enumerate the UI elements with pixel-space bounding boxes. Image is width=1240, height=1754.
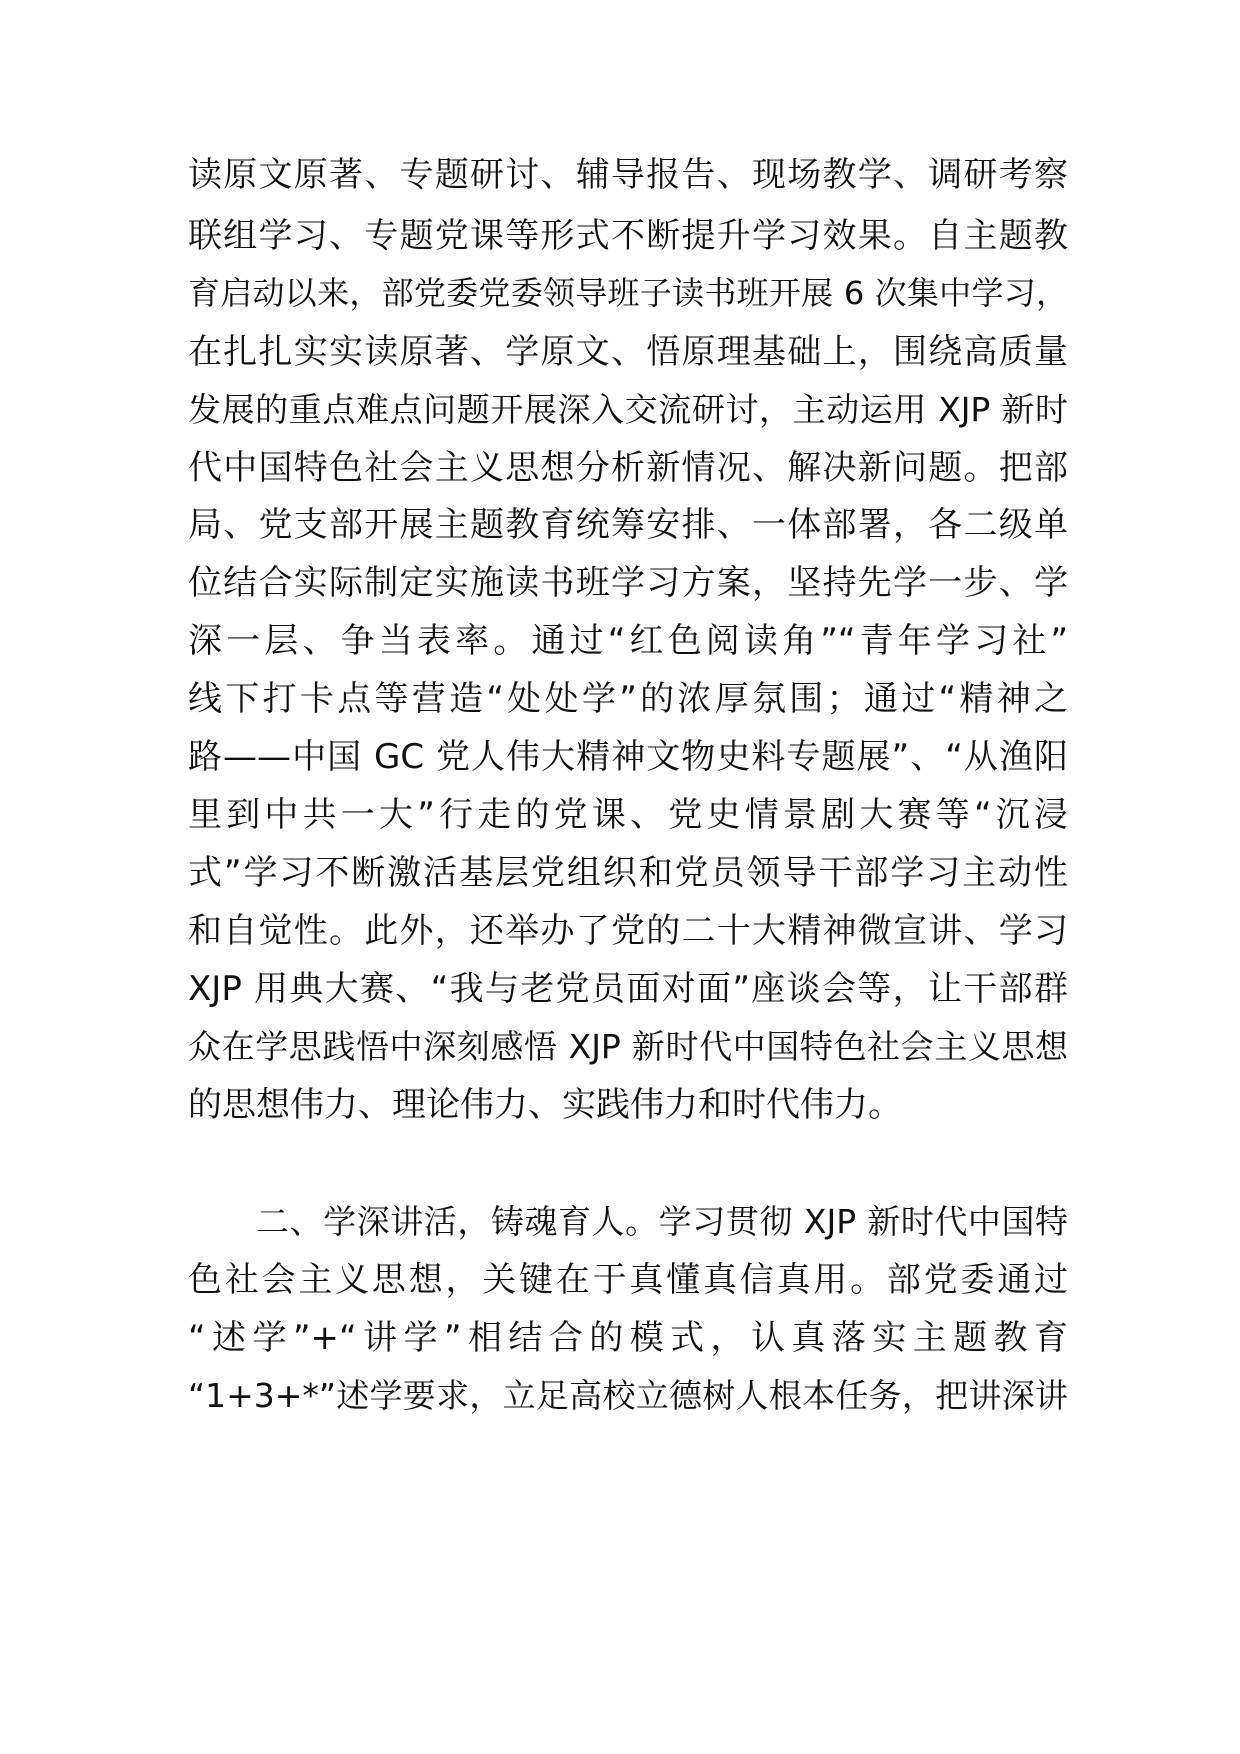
text-line: 深一层、争当表率。通过“红色阅读角”“青年学习社” [188, 621, 1068, 661]
text-line: 的思想伟力、理论伟力、实践伟力和时代伟力。 [188, 1085, 902, 1125]
text-line: “1+3+*”述学要求，立足高校立德树人根本任务，把讲深讲 [188, 1376, 1068, 1415]
text-line: 读原文原著、专题研讨、辅导报告、现场教学、调研考察 [188, 155, 1068, 195]
text-line: 色社会主义思想，关键在于真懂真信真用。部党委通过 [188, 1260, 1068, 1300]
text-line: “述学”+“讲学”相结合的模式，认真落实主题教育 [188, 1318, 1068, 1358]
text-line: 线下打卡点等营造“处处学”的浓厚氛围；通过“精神之 [188, 679, 1068, 719]
text-line: XJP 用典大赛、“我与老党员面对面”座谈会等，让干部群 [188, 969, 1068, 1009]
text-line: 路——中国 GC 党人伟大精神文物史料专题展”、“从渔阳 [188, 737, 1068, 777]
text-line: 位结合实际制定实施读书班学习方案，坚持先学一步、学 [188, 563, 1068, 603]
text-line: 式”学习不断激活基层党组织和党员领导干部学习主动性 [188, 853, 1068, 893]
text-line: 育启动以来，部党委党委领导班子读书班开展 6 次集中学习， [188, 274, 1068, 312]
text-line: 发展的重点难点问题开展深入交流研讨，主动运用 XJP 新时 [188, 390, 1068, 429]
text-line: 二、学深讲活，铸魂育人。学习贯彻 XJP 新时代中国特 [256, 1202, 1068, 1241]
text-line: 局、党支部开展主题教育统筹安排、一体部署，各二级单 [188, 505, 1068, 545]
text-line: 里到中共一大”行走的党课、党史情景剧大赛等“沉浸 [188, 795, 1068, 835]
text-line: 众在学思践悟中深刻感悟 XJP 新时代中国特色社会主义思想 [188, 1027, 1068, 1066]
text-line: 在扎扎实实读原著、学原文、悟原理基础上，围绕高质量 [188, 332, 1068, 372]
text-line: 代中国特色社会主义思想分析新情况、解决新问题。把部 [188, 448, 1068, 488]
text-line: 和自觉性。此外，还举办了党的二十大精神微宣讲、学习 [188, 911, 1068, 951]
text-line: 联组学习、专题党课等形式不断提升学习效果。自主题教 [188, 216, 1068, 256]
